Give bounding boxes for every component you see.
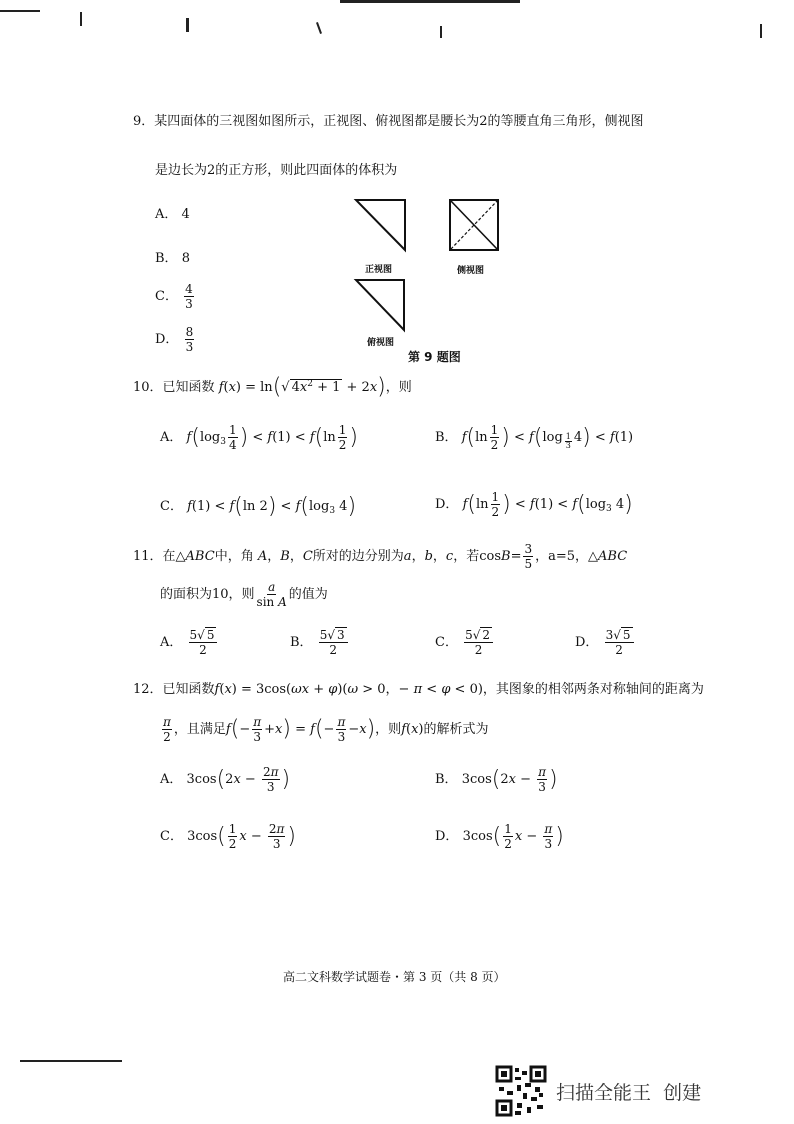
front-view-label: 正视图 [365,265,393,275]
fraction: $\frac{4}{3}$ [185,282,193,311]
q12-line1: 12．已知函数f(x) = 3cos(ωx + φ)(ω > 0，− π < φ < 0)，其图象的相邻两条对称轴间的距离为 [133,682,704,697]
q9-line2: 是边长为2的正方形，则此四面体的体积为 [155,163,398,178]
q12-option-b[interactable]: B． 3cos(2x − $\frac{\pi}{3}$ ) [435,765,558,794]
q11-option-a[interactable]: A． $\frac{5√ 5}{2}$ [160,628,219,657]
scan-artifact [186,18,189,32]
front-view-triangle [356,200,405,250]
fraction: $\frac{8}{3}$ [185,325,194,354]
side-view-label: 侧视图 [457,266,485,276]
scan-artifact [760,24,762,38]
scan-artifact [20,1060,122,1062]
qr-code-icon [495,1065,547,1117]
q11-option-b[interactable]: B． $\frac{5√ 3}{2}$ [290,628,350,657]
q12-line2: $\frac{\pi}{2}$ ，且满足f(− $\frac{\pi}{3}$ +x) = f(− $\frac{\pi}{3}$ −x)，则f(x)的解析式为 [163,715,489,744]
scan-artifact [316,22,322,34]
q12-option-c[interactable]: C． 3cos( $\frac{1}{2}$ x − $\frac{2\pi}{3}$ ) [160,822,297,851]
top-view-triangle [356,280,404,330]
figure-caption: 第 9 题图 [408,350,461,364]
q11-line2: 的面积为10，则 $\frac{a}{\text{sin A}}$ 的值为 [160,580,328,609]
q12-option-d[interactable]: D． 3cos( $\frac{1}{2}$ x − $\frac{\pi}{3}$ ) [435,822,564,851]
scan-artifact [440,26,442,38]
q9-option-c[interactable]: C． $\frac{4}{3}$ [155,282,193,311]
q10-option-d[interactable]: D． f(ln $\frac{1}{2}$ ) < $f(1) < f(\log_3$ 4) [435,490,633,519]
scan-artifact [0,10,40,12]
q10-stem: 10．已知函数 f(x) = ln(√ $4x^2 + 1 + 2x$)，则 [133,374,412,400]
q9-line1: 9．某四面体的三视图如图所示，正视图、俯视图都是腰长为2的等腰直角三角形，侧视图 [133,114,644,129]
scan-artifact [340,0,520,3]
q9-option-b[interactable]: B． 8 [155,251,190,266]
page-footer: 高二文科数学试题卷・第 3 页（共 8 页） [283,970,506,984]
q9-option-a[interactable]: A． 4 [155,207,190,222]
watermark-text: 扫描全能王 创建 [556,1082,702,1104]
scan-artifact [80,12,82,26]
q10-option-a[interactable]: A． $f(\log_3$ $\frac{1}{4}$ ) < f(1) < f(ln $\frac{1}{2}$ ) [160,423,358,452]
q11-option-c[interactable]: C． $\frac{5√ 2}{2}$ [435,628,495,657]
q11-line1: 11．在△ABC中，角 A，B，C所对的边分别为a，b，c，若cosB= $\frac{3}{5}$ ，a=5，△ABC [133,542,628,571]
q9-option-d[interactable]: D． $\frac{8}{3}$ [155,325,194,354]
q10-option-b[interactable]: B． f(ln $\frac{1}{2}$ ) < f(log $_{\frac{1}{3}}$ 4) < f(1) [435,423,634,452]
top-view-label: 俯视图 [367,338,395,348]
q12-option-a[interactable]: A． 3cos(2x − $\frac{2\pi}{3}$ ) [160,765,291,794]
q11-option-d[interactable]: D． $\frac{3√ 5}{2}$ [575,628,636,657]
q10-option-c[interactable]: C． f(1) < f(ln $2) < f(\log_3$ 4) [160,494,357,519]
